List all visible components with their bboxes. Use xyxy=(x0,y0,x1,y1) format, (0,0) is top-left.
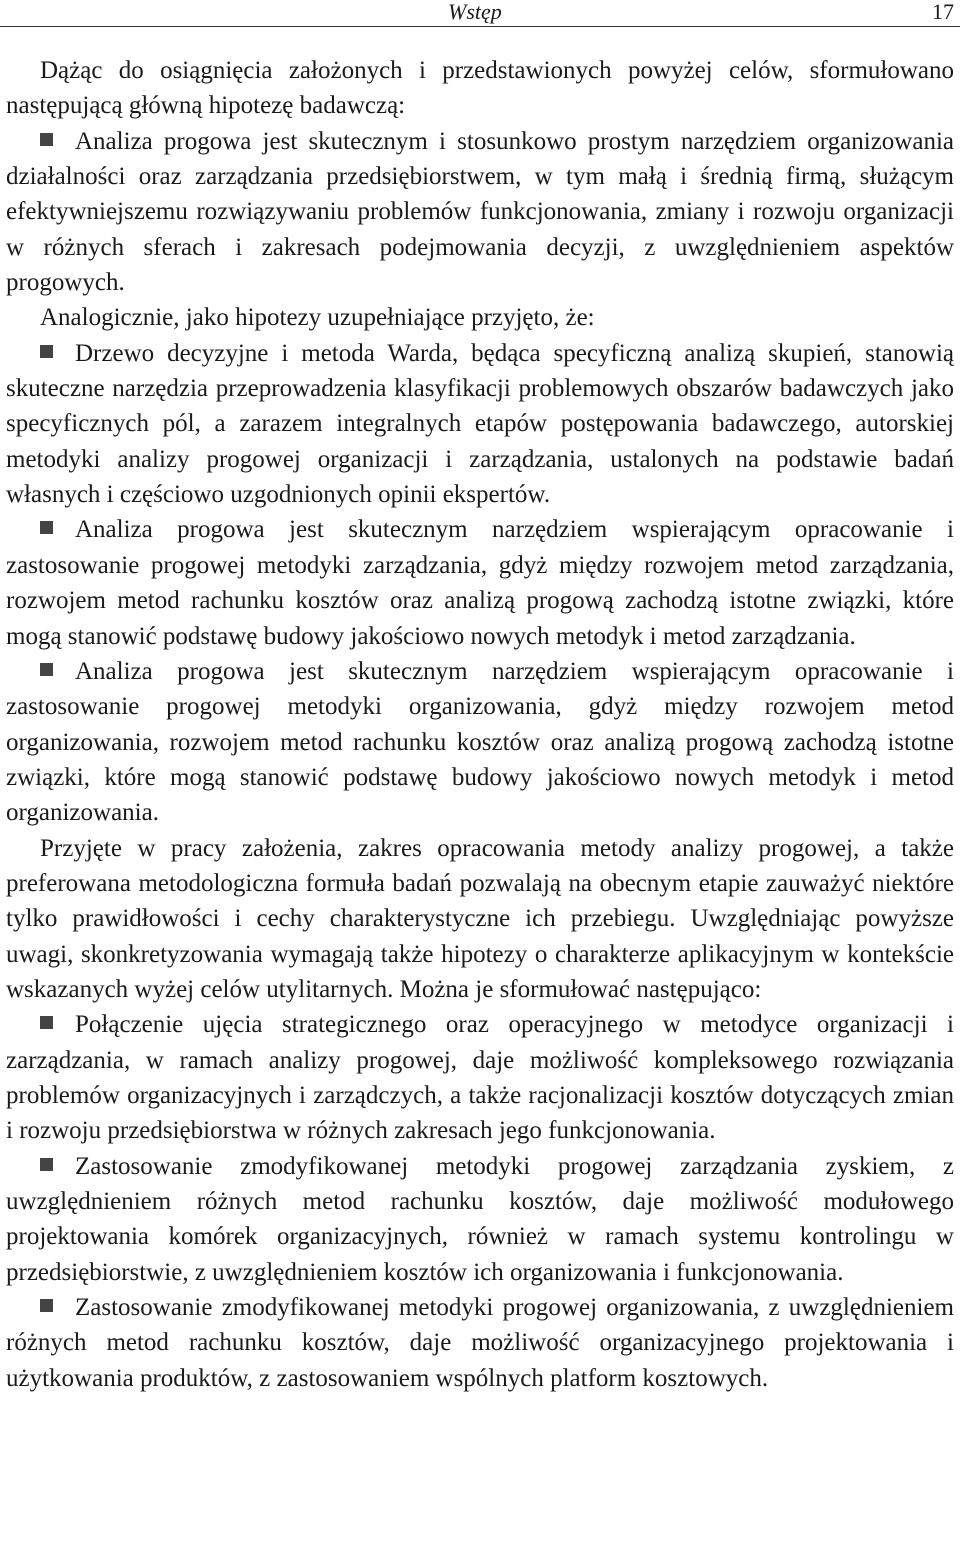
supplementary-hypothesis-1-text: Drzewo decyzyjne i metoda Warda, będąca specyficzną analizą skupień, stanowią skuteczne narzędzia przeprowadzenia klasyfikacji problemowych obszarów badawczych jako specyficznych pól, a zarazem integralnych etapów postępowania badawczego, autorskiej metodyki analizy progowej organizacji i zarządzania, ustalonych na podstawie badań własnych i częściowo uzgodnionych opinii ekspertów. xyxy=(6,339,954,509)
running-header xyxy=(0,0,960,27)
chapter-title: Wstęp xyxy=(448,0,502,24)
paragraph-assumptions: Przyjęte w pracy założenia, zakres opracowania metody analizy progowej, a także preferowana metodologiczna formuła badań pozwalają na obecnym etapie zauważyć niektóre tylko prawidłowości i cechy charakterystyczne ich przebiegu. Uwzględniając powyższe uwagi, skonkretyzowania wymagają także hipotezy o charakterze aplikacyjnym w kontekście wskazanych wyżej celów utylitarnych. Można je sformułować następująco: xyxy=(6,834,954,1003)
page-number: 17 xyxy=(932,0,954,24)
supplementary-hypothesis-3-text: Analiza progowa jest skutecznym narzędziem wspierającym opracowanie i zastosowanie progowej metodyki organizowania, gdyż między rozwojem metod organizowania, rozwojem metod rachunku kosztów oraz analizą progową zachodzą istotne związki, które mogą stanowić podstawę budowy jakościowo nowych metodyk i metod organizowania. xyxy=(6,657,954,827)
applied-hypothesis-3 xyxy=(6,1290,954,1396)
square-bullet-icon xyxy=(40,133,53,146)
supplementary-hypothesis-1 xyxy=(6,336,954,513)
main-hypothesis-text: Analiza progowa jest skutecznym i stosunkowo prostym narzędziem organizowania działalności oraz zarządzania przedsiębiorstwem, w tym małą i średnią firmą, służącym efektywniejszemu rozwiązywaniu problemów funkcjonowania, zmiany i rozwoju organizacji w różnych sferach i zakresach podejmowania decyzji, z uwzględnieniem aspektów progowych. xyxy=(6,127,954,297)
applied-hypothesis-1-text: Połączenie ujęcia strategicznego oraz operacyjnego w metodyce organizacji i zarządzania, w ramach analizy progowej, daje możliwość kompleksowego rozwiązania problemów organizacyjnych i zarządczych, a także racjonalizacji kosztów dotyczących zmian i rozwoju przedsiębiorstwa w różnych zakresach jego funkcjonowania. xyxy=(6,1011,954,1145)
body-text xyxy=(6,53,954,1396)
applied-hypothesis-3-text: Zastosowanie zmodyfikowanej metodyki progowej organizowania, z uwzględnieniem różnych metod rachunku kosztów, daje możliwość organizacyjnego projektowania i użytkowania produktów, z zastosowaniem wspólnych platform kosztowych. xyxy=(6,1294,954,1392)
main-hypothesis xyxy=(6,124,954,301)
applied-hypothesis-2 xyxy=(6,1149,954,1290)
square-bullet-icon xyxy=(40,521,53,534)
square-bullet-icon xyxy=(40,663,53,676)
applied-hypothesis-2-text: Zastosowanie zmodyfikowanej metodyki progowej zarządzania zyskiem, z uwzględnieniem różnych metod rachunku kosztów, daje możliwość modułowego projektowania komórek organizacyjnych, również w ramach systemu kontrolingu w przedsiębiorstwie, z uwzględnieniem kosztów ich organizowania i funkcjonowania. xyxy=(6,1152,954,1286)
paragraph-intro: Dążąc do osiągnięcia założonych i przedstawionych powyżej celów, sformułowano następującą główną hipotezę badawczą: xyxy=(6,57,954,120)
paragraph-supplementary-intro: Analogicznie, jako hipotezy uzupełniające przyjęto, że: xyxy=(40,304,595,332)
applied-hypothesis-1 xyxy=(6,1007,954,1148)
supplementary-hypothesis-2-text: Analiza progowa jest skutecznym narzędziem wspierającym opracowanie i zastosowanie progowej metodyki zarządzania, gdyż między rozwojem metod zarządzania, rozwojem metod rachunku kosztów oraz analizą progową zachodzą istotne związki, które mogą stanowić podstawę budowy jakościowo nowych metodyk i metod zarządzania. xyxy=(6,516,954,650)
square-bullet-icon xyxy=(40,345,53,358)
square-bullet-icon xyxy=(40,1158,53,1171)
supplementary-hypothesis-2 xyxy=(6,512,954,653)
square-bullet-icon xyxy=(40,1016,53,1029)
supplementary-hypothesis-3 xyxy=(6,654,954,831)
square-bullet-icon xyxy=(40,1299,53,1312)
